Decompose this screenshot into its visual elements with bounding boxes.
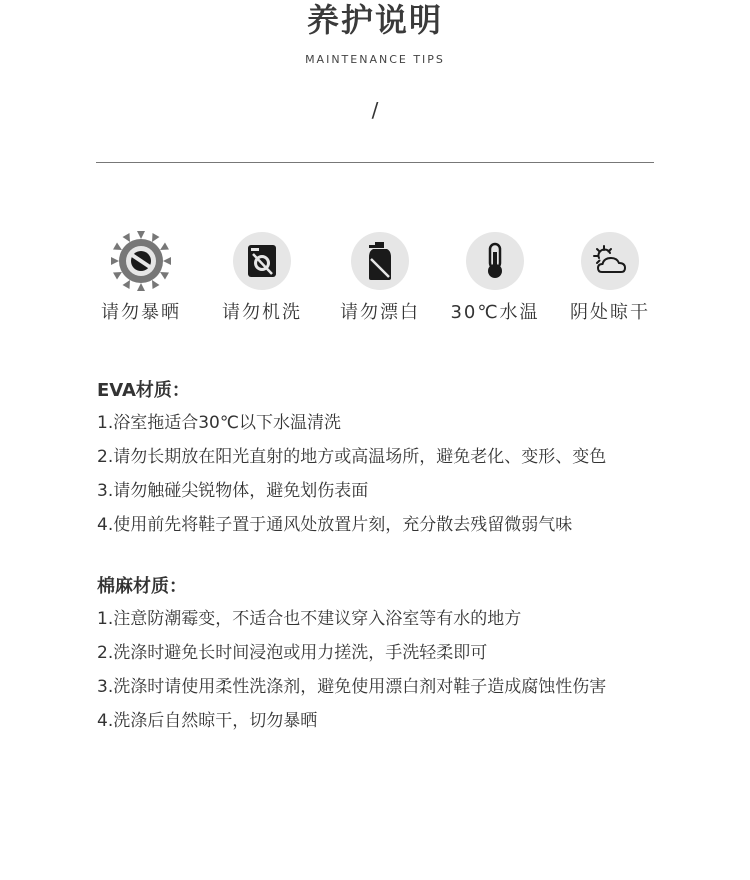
care-label: 阴处晾干 bbox=[570, 302, 650, 323]
care-item-no-sun bbox=[83, 232, 199, 332]
cotton-item: 1.注意防潮霉变，不适合也不建议穿入浴室等有水的地方 bbox=[97, 609, 522, 629]
care-item-no-machine-wash bbox=[204, 232, 320, 332]
divider-line bbox=[96, 162, 654, 163]
page-subtitle: MAINTENANCE TIPS bbox=[305, 53, 445, 66]
eva-item: 3.请勿触碰尖锐物体，避免划伤表面 bbox=[97, 481, 369, 501]
cotton-item: 4.洗涤后自然晾干，切勿暴晒 bbox=[97, 711, 318, 731]
eva-item: 4.使用前先将鞋子置于通风处放置片刻，充分散去残留微弱气味 bbox=[97, 515, 573, 535]
care-icons-row bbox=[80, 232, 670, 332]
eva-item: 2.请勿长期放在阳光直射的地方或高温场所，避免老化、变形、变色 bbox=[97, 447, 607, 467]
care-item-shade-dry bbox=[552, 232, 668, 332]
no-sun-icon bbox=[109, 229, 173, 293]
cotton-item: 3.洗涤时请使用柔性洗涤剂，避免使用漂白剂对鞋子造成腐蚀性伤害 bbox=[97, 677, 607, 697]
no-machine-wash-icon bbox=[233, 232, 291, 290]
no-bleach-icon bbox=[351, 232, 409, 290]
cotton-section-title: 棉麻材质： bbox=[97, 576, 187, 597]
cotton-item: 2.洗涤时避免长时间浸泡或用力搓洗，手洗轻柔即可 bbox=[97, 643, 488, 663]
care-label: 请勿漂白 bbox=[340, 302, 420, 323]
page-title: 养护说明 bbox=[306, 1, 443, 39]
care-label: 30℃水温 bbox=[450, 302, 540, 323]
care-item-no-bleach bbox=[322, 232, 438, 332]
shade-dry-icon bbox=[581, 232, 639, 290]
slash-separator: / bbox=[371, 98, 379, 122]
eva-item: 1.浴室拖适合30℃以下水温清洗 bbox=[97, 413, 341, 433]
care-label: 请勿暴晒 bbox=[101, 302, 181, 323]
care-label: 请勿机洗 bbox=[222, 302, 302, 323]
care-item-water-temp bbox=[437, 232, 553, 332]
eva-section-title: EVA材质： bbox=[97, 380, 190, 401]
thermometer-icon bbox=[466, 232, 524, 290]
